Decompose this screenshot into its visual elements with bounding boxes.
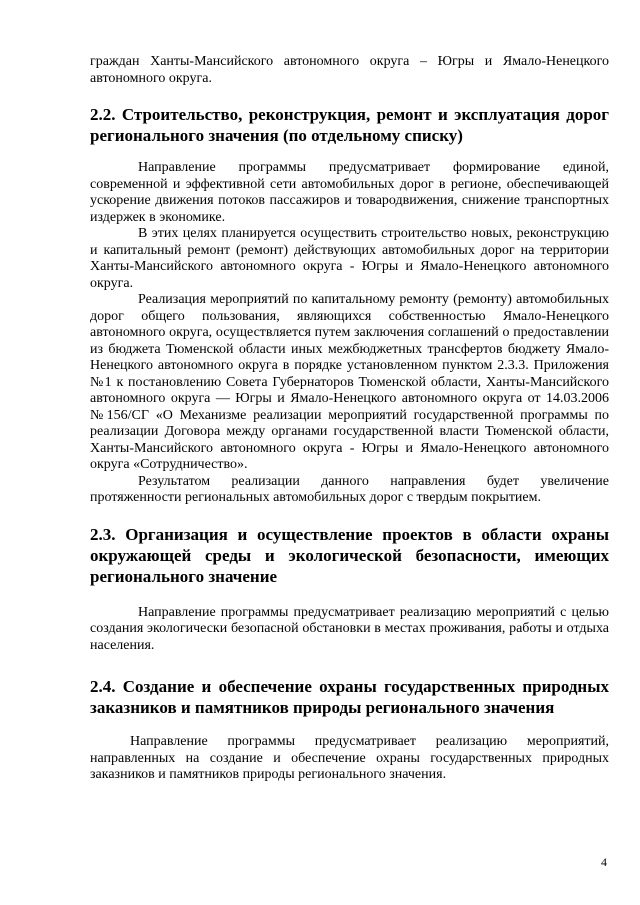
section-2-2-heading: 2.2. Строительство, реконструкция, ремонт и эксплуатация дорог регионального значения (по отдельному списку) [90, 105, 609, 145]
section-2-3-heading: 2.3. Организация и осуществление проектов в области охраны окружающей среды и экологической безопасности, имеющих регионального значение [90, 524, 609, 586]
section-2-2-paragraph: В этих целях планируется осуществить строительство новых, реконструкцию и капитальный ремонт (ремонт) действующих автомобильных дорог на территории Ханты-Мансийского автономного округа - Югры и Ямало-Ненецкого автономного округа. [90, 226, 609, 291]
section-2-2-paragraph: Реализация мероприятий по капитальному ремонту (ремонту) автомобильных дорог общего пользования, являющихся собственностью Ямало-Ненецкого автономного округа, осуществляется путем заключения соглашений о предоставлении из бюджета Тюменской области иных межбюджетных трансфертов бюджету Ямало-Ненецкого автономного округа в порядке установленном пунктом 2.3.3. Приложения №1 к постановлению Совета Губернаторов Тюменской области, Ханты-Мансийского автономного округа — Югры и Ямало-Ненецкого автономного округа от 14.03.2006 №156/СГ «О Механизме реализации мероприятий государственной программы по реализации Договора между органами государственной власти Тюменской области, Ханты-Мансийского автономного округа - Югры и Ямало-Ненецкого автономного округа «Сотрудничество». [90, 292, 609, 472]
section-2-2-paragraph: Направление программы предусматривает формирование единой, современной и эффективной сети автомобильных дорог в регионе, обеспечивающей ускорение движения потоков пассажиров и товародвижения, снижение транспортных издержек в экономике. [90, 160, 609, 225]
section-2-4-paragraph: Направление программы предусматривает реализацию мероприятий, направленных на создание и обеспечение охраны государственных природных заказников и памятников природы регионального значения. [90, 734, 609, 782]
page-number: 4 [601, 855, 607, 869]
page-content [90, 54, 609, 784]
section-2-4-heading: 2.4. Создание и обеспечение охраны государственных природных заказников и памятников природы регионального значения [90, 677, 609, 717]
section-2-2-paragraph: Результатом реализации данного направления будет увеличение протяженности региональных автомобильных дорог с твердым покрытием. [90, 473, 609, 505]
section-2-3-paragraph: Направление программы предусматривает реализацию мероприятий с целью создания экологически безопасной обстановки в местах проживания, работы и отдыха населения. [90, 604, 609, 653]
intro-paragraph: граждан Ханты-Мансийского автономного округа – Югры и Ямало-Ненецкого автономного округа. [90, 54, 609, 86]
